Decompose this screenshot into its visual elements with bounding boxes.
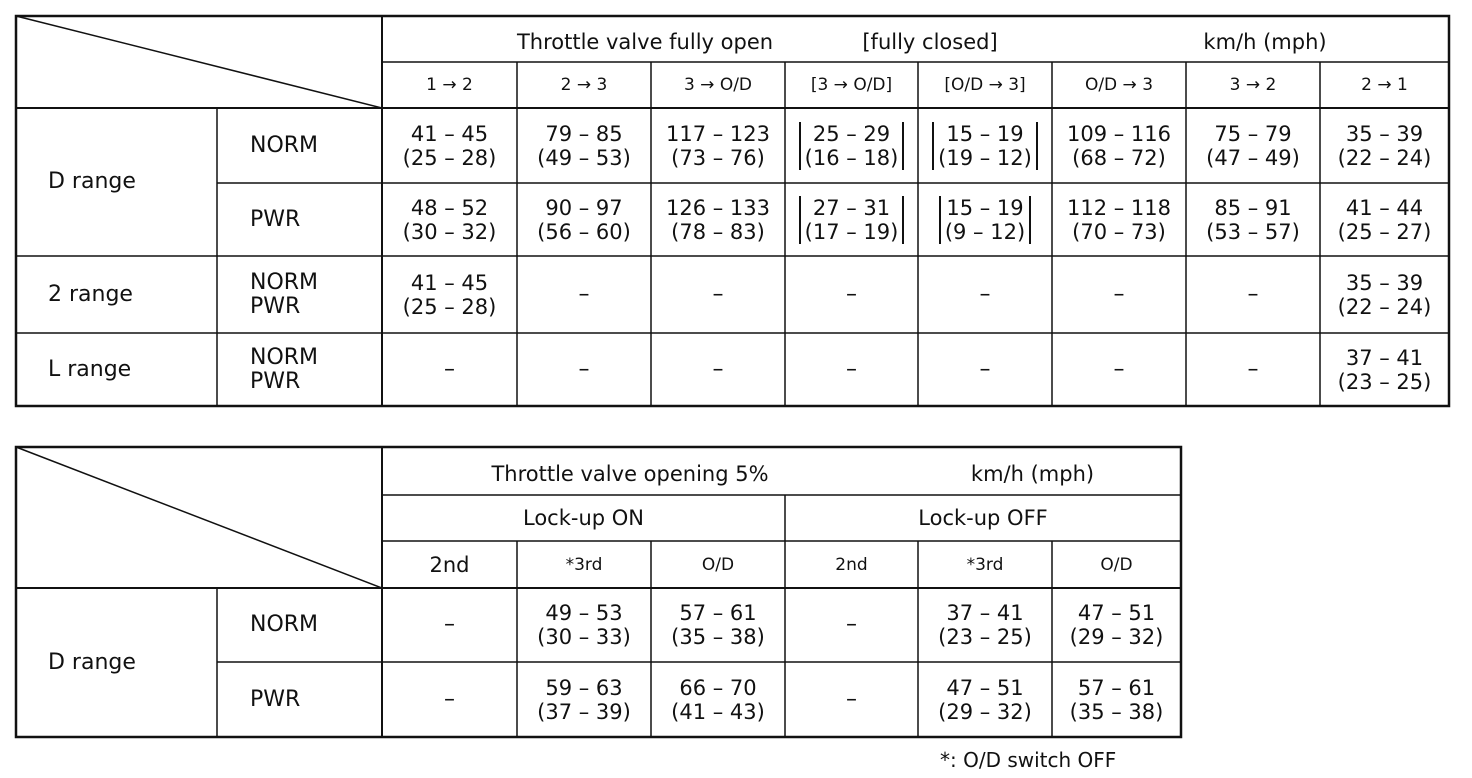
table-cell-bracketed: 15 – 19 (9 – 12): [918, 183, 1052, 256]
row-mode-norm-pwr: NORM PWR: [250, 344, 319, 394]
row-mode-norm-pwr: NORM PWR: [250, 269, 319, 319]
lockup-on-header: Lock-up ON: [522, 506, 645, 530]
table2-col-header: 2nd: [429, 552, 470, 577]
row-mode-norm: NORM: [250, 612, 319, 637]
table2-col-header: O/D: [1100, 554, 1133, 575]
table1-col-header: 3 → 2: [1229, 75, 1277, 95]
table-cell: 85 – 91 (53 – 57): [1206, 195, 1300, 244]
table-cell: 47 – 51 (29 – 32): [938, 675, 1032, 724]
table-cell: 109 – 116 (68 – 72): [1066, 121, 1171, 170]
table2-col-header: O/D: [701, 554, 735, 575]
table-cell: 41 – 45 (25 – 28): [402, 121, 497, 170]
table-cell-empty: –: [578, 281, 590, 307]
table2-header-main: Throttle valve opening 5%: [491, 461, 769, 486]
table1-col-header: [O/D → 3]: [944, 75, 1026, 95]
table2-header-unit: km/h (mph): [970, 461, 1095, 486]
table-cell-empty: –: [712, 356, 724, 382]
table1-col-header: 3 → O/D: [683, 75, 753, 95]
table-cell-empty: –: [979, 281, 991, 307]
row-group-2-range: 2 range: [48, 281, 133, 307]
table1-col-header: [3 → O/D]: [810, 75, 893, 95]
table-cell-empty: –: [444, 356, 455, 382]
table-cell: 41 – 45 (25 – 28): [402, 270, 497, 319]
footnote-od-switch: *: O/D switch OFF: [940, 748, 1117, 772]
table1-col-header: 2 → 1: [1361, 75, 1408, 95]
table1-header-closed: [fully closed]: [862, 30, 998, 54]
table1-col-header: 2 → 3: [560, 75, 608, 95]
table-cell: 37 – 41 (23 – 25): [1337, 345, 1432, 394]
table-cell-empty: –: [979, 356, 991, 382]
table1-header-unit: km/h (mph): [1203, 30, 1327, 54]
table-cell: 57 – 61 (35 – 38): [1069, 675, 1164, 724]
table-cell: 75 – 79 (47 – 49): [1206, 121, 1300, 170]
table-cell: 41 – 44 (25 – 27): [1337, 195, 1432, 244]
table-cell-empty: –: [846, 612, 857, 637]
table2-col-header: *3rd: [966, 554, 1004, 575]
table2-col-header: 2nd: [835, 554, 868, 575]
table-cell: 66 – 70 (41 – 43): [671, 675, 765, 724]
row-mode-pwr: PWR: [250, 206, 301, 232]
table1-header-main: Throttle valve fully open: [516, 30, 774, 54]
table-cell-empty: –: [846, 281, 857, 307]
lockup-off-header: Lock-up OFF: [918, 506, 1048, 530]
table-cell: 37 – 41 (23 – 25): [938, 601, 1032, 649]
table-cell-bracketed: 27 – 31 (17 – 19): [785, 183, 918, 256]
row-mode-norm: NORM: [250, 132, 319, 158]
table-cell: 48 – 52 (30 – 32): [402, 195, 497, 244]
table-cell-empty: –: [444, 612, 455, 637]
table-cell: 117 – 123 (73 – 76): [665, 121, 770, 170]
table-cell: 79 – 85 (49 – 53): [537, 121, 631, 170]
table1-col-header: 1 → 2: [426, 75, 473, 95]
table-cell: 47 – 51 (29 – 32): [1069, 601, 1164, 649]
table-cell-empty: –: [1247, 356, 1259, 382]
table-cell: 57 – 61 (35 – 38): [671, 601, 765, 649]
table1-col-header: O/D → 3: [1084, 75, 1154, 95]
table-cell-empty: –: [846, 356, 857, 382]
table-cell-empty: –: [712, 281, 724, 307]
table-cell: 59 – 63 (37 – 39): [537, 675, 631, 724]
table-cell-empty: –: [1113, 356, 1125, 382]
row-group-l-range: L range: [48, 356, 132, 382]
table-cell-bracketed: 15 – 19 (19 – 12): [918, 108, 1052, 183]
row-group-d-range: D range: [48, 169, 136, 194]
row-group-d-range: D range: [48, 649, 136, 675]
table-cell-empty: –: [444, 686, 455, 712]
table-cell-bracketed: 25 – 29 (16 – 18): [785, 108, 918, 183]
table-cell: 126 – 133 (78 – 83): [665, 195, 770, 244]
table2-col-header: *3rd: [565, 554, 603, 575]
table-cell: 35 – 39 (22 – 24): [1337, 270, 1432, 319]
table-cell-empty: –: [1247, 281, 1259, 307]
table-cell: 35 – 39 (22 – 24): [1337, 121, 1432, 170]
table-cell: 49 – 53 (30 – 33): [537, 601, 631, 649]
table-cell-empty: –: [578, 356, 590, 382]
table-cell-empty: –: [846, 686, 857, 712]
table-cell-empty: –: [1113, 281, 1125, 307]
table-cell: 112 – 118 (70 – 73): [1066, 195, 1171, 244]
table-cell: 90 – 97 (56 – 60): [537, 195, 631, 244]
row-mode-pwr: PWR: [250, 686, 301, 712]
